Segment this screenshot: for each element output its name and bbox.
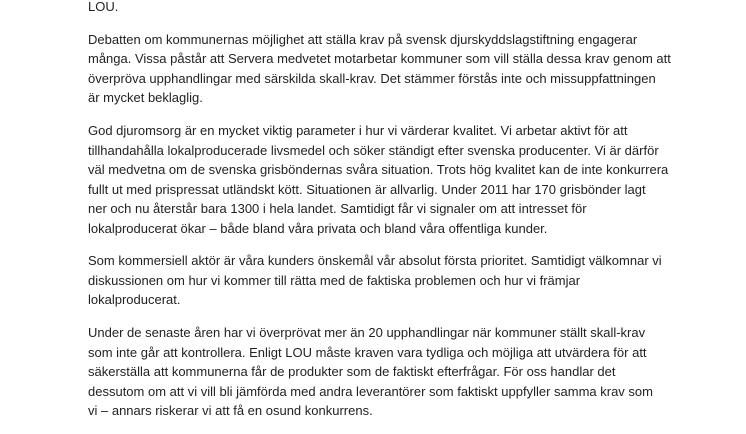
text-line: fullt ut med prispressat utländskt kött. Situationen är allvarlig. Under 2011 har 170 grisbönder lagt bbox=[88, 181, 646, 197]
paragraph-lou bbox=[88, 0, 688, 17]
paragraph-animal-welfare bbox=[88, 121, 688, 238]
paragraph-procurements bbox=[88, 323, 688, 421]
text-line: God djuromsorg är en mycket viktig parameter i hur vi värderar kvalitet. Vi arbetar aktivt för att bbox=[88, 123, 628, 139]
text-line: tillhandahålla lokalproducerade livsmedel och söker ständigt efter svenska producenter. Vi är därför bbox=[88, 142, 659, 158]
text-line: dessutom om att vi vill bli jämförda med andra leverantörer som faktiskt uppfyller samma krav som bbox=[88, 383, 653, 399]
text-line: lokalproducerat. bbox=[88, 292, 181, 308]
text-line: överpröva upphandlingar med särskilda skall-krav. Det stämmer förstås inte och missuppfattningen bbox=[88, 70, 656, 86]
text-line: Som kommersiell aktör är våra kunders önskemål vår absolut första prioritet. Samtidigt välkomnar vi bbox=[88, 253, 662, 269]
text-line: många. Vissa påstår att Servera medvetet motarbetar kommuner som vill ställa dessa krav genom att bbox=[88, 51, 671, 67]
text-line: diskussionen om hur vi kommer till rätta med de faktiska problemen och hur vi främjar bbox=[88, 272, 581, 288]
text-line: LOU. bbox=[88, 0, 119, 14]
text-line: Debatten om kommunernas möjlighet att ställa krav på svensk djurskyddslagstiftning engagerar bbox=[88, 31, 638, 47]
text-line: Under de senaste åren har vi överprövat mer än 20 upphandlingar när kommuner ställt skall-krav bbox=[88, 325, 646, 341]
text-line: säkerställa att kommunerna får de produkter som de faktiskt efterfrågar. För oss handlar det bbox=[88, 364, 616, 380]
text-line: lokalproducerat ökar – både bland våra privata och bland våra offentliga kunder. bbox=[88, 220, 548, 236]
paragraph-commercial-actor bbox=[88, 251, 688, 310]
text-line: väl medvetna om de svenska grisböndernas svåra situation. Trots hög kvalitet kan de inte konkurrera bbox=[88, 162, 669, 178]
text-line: vi – annars riskerar vi att få en osund konkurrens. bbox=[88, 403, 373, 419]
paragraph-debate bbox=[88, 30, 688, 108]
text-line: är mycket beklaglig. bbox=[88, 90, 203, 106]
text-line: som inte går att kontrollera. Enligt LOU måste kraven vara tydliga och möjliga att utvärdera för att bbox=[88, 344, 647, 360]
text-line: ner och nu återstår bara 1300 i hela landet. Samtidigt får vi signaler om att intresset för bbox=[88, 201, 587, 217]
document-page bbox=[88, 0, 688, 434]
